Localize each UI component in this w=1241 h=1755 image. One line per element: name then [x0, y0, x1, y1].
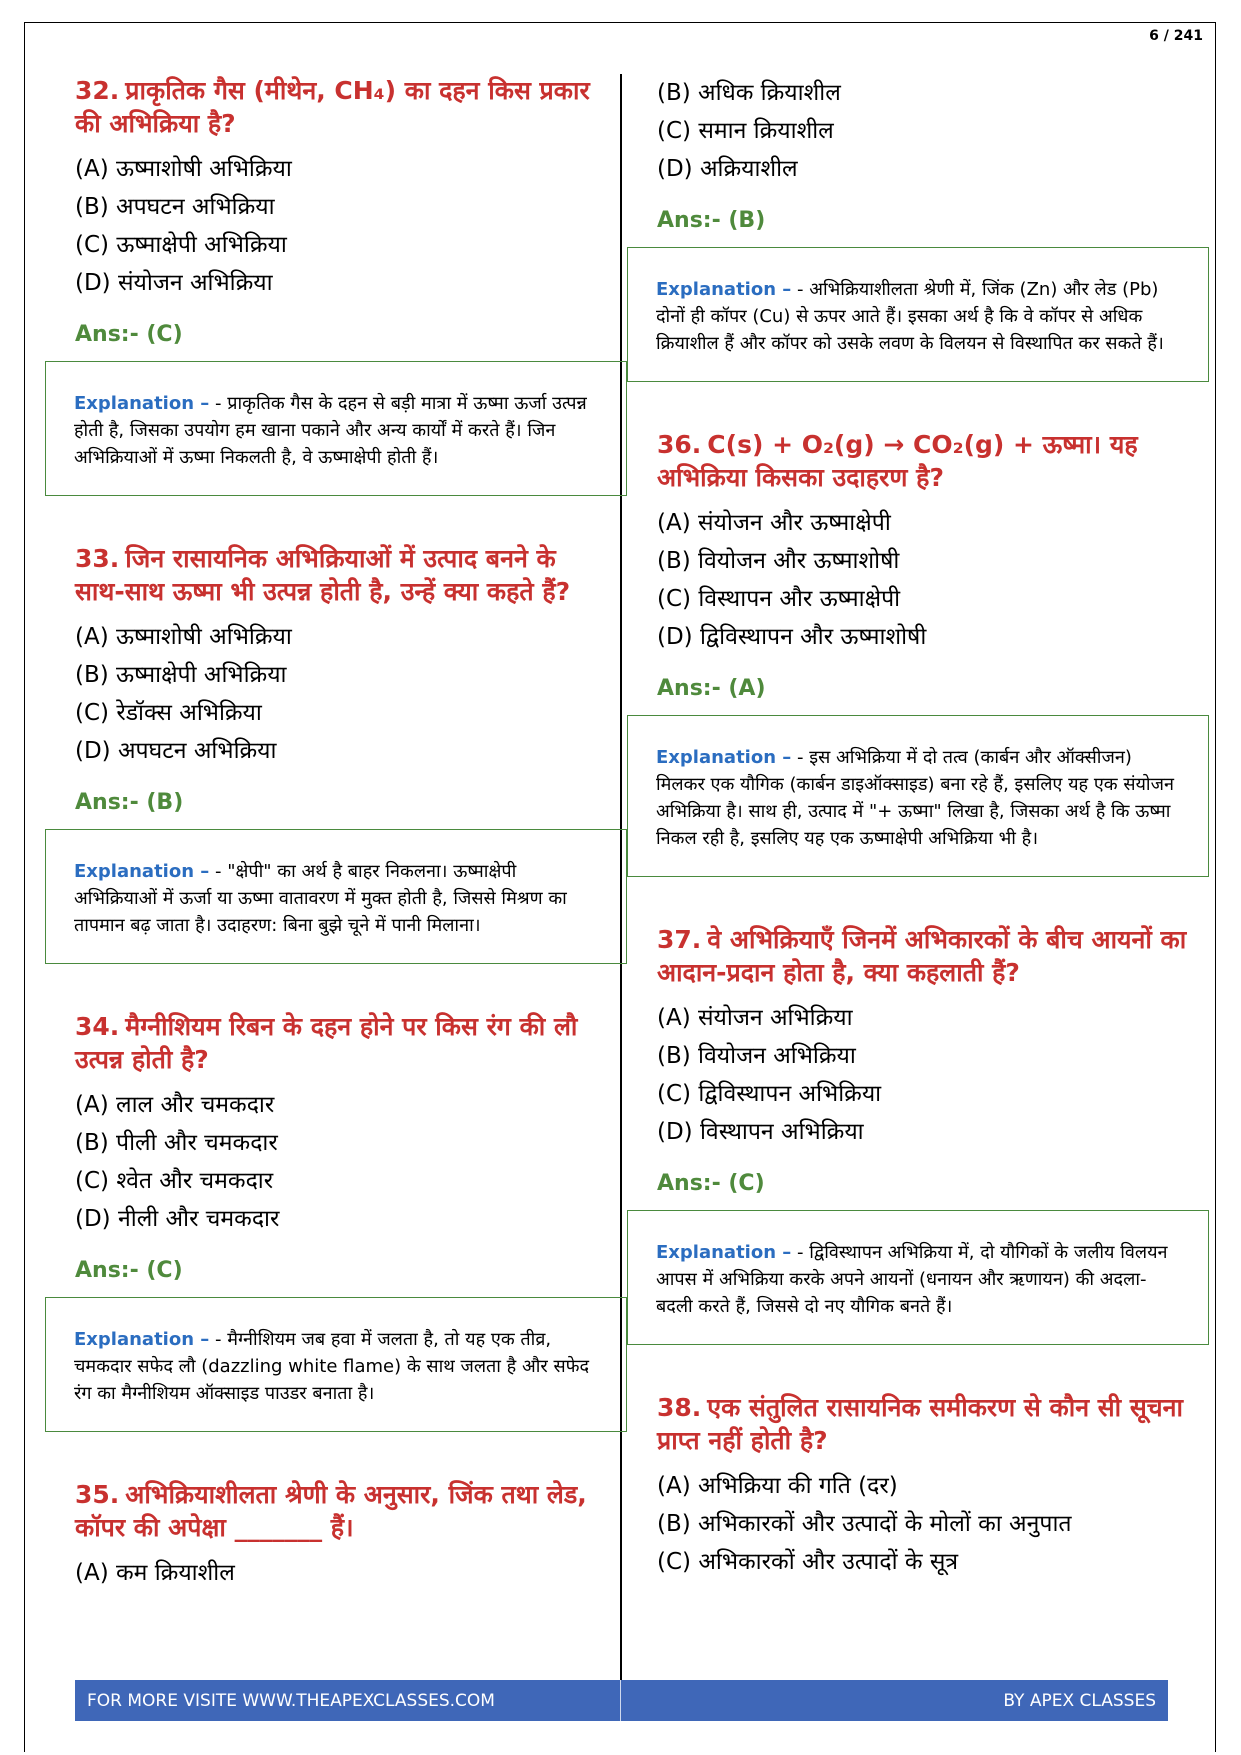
question-text: जिन रासायनिक अभिक्रियाओं में उत्पाद बनने के साथ-साथ ऊष्मा भी उत्पन्न होती है, उन्हें क्या कहते हैं?: [75, 544, 571, 606]
explanation-text: - "क्षेपी" का अर्थ है बाहर निकलना। ऊष्माक्षेपी अभिक्रियाओं में ऊर्जा या ऊष्मा वातावरण में मुक्त होती है, जिससे मिश्रण का तापमान बढ़ जाता है। उदाहरण: बिना बुझे चूने में पानी मिलाना।: [74, 861, 567, 936]
question-number: 35.: [75, 1480, 120, 1509]
option-a: (A) संयोजन अभिक्रिया: [657, 1005, 853, 1031]
answer: Ans:- (C): [657, 1171, 765, 1196]
explanation-label: Explanation –: [656, 279, 792, 300]
option-c: (C) ऊष्माक्षेपी अभिक्रिया: [75, 232, 287, 258]
question-number: 36.: [657, 430, 702, 459]
question-text: प्राकृतिक गैस (मीथेन, CH₄) का दहन किस प्रकार की अभिक्रिया है?: [75, 76, 590, 138]
explanation-text: - अभिक्रियाशीलता श्रेणी में, जिंक (Zn) और लेड (Pb) दोनों ही कॉपर (Cu) से ऊपर आते हैं। इसका अर्थ है कि वे कॉपर से अधिक क्रियाशील हैं और कॉपर को उसके लवण के विलयन से विस्थापित कर सकते हैं।: [656, 279, 1164, 354]
explanation-text: - इस अभिक्रिया में दो तत्व (कार्बन और ऑक्सीजन) मिलकर एक यौगिक (कार्बन डाइऑक्साइड) बना रहे हैं, इसलिए यह एक संयोजन अभिक्रिया है। साथ ही, उत्पाद में "+ ऊष्मा" लिखा है, जिसका अर्थ है कि ऊष्मा निकल रही है, इसलिए यह एक ऊष्माक्षेपी अभिक्रिया भी है।: [656, 747, 1174, 849]
explanation-text: - मैग्नीशियम जब हवा में जलता है, तो यह एक तीव्र, चमकदार सफेद लौ (dazzling white flame) के साथ जलता है और सफेद रंग का मैग्नीशियम ऑक्साइड पाउडर बनाता है।: [74, 1329, 590, 1404]
answer: Ans:- (B): [75, 790, 184, 815]
option-a: (A) संयोजन और ऊष्माक्षेपी: [657, 510, 891, 536]
explanation-box: [627, 247, 1209, 382]
explanation-box: [45, 361, 627, 496]
option-b: (B) वियोजन अभिक्रिया: [657, 1043, 856, 1069]
question-text: मैग्नीशियम रिबन के दहन होने पर किस रंग की लौ उत्पन्न होती है?: [75, 1012, 578, 1074]
explanation-text: - द्विविस्थापन अभिक्रिया में, दो यौगिकों के जलीय विलयन आपस में अभिक्रिया करके अपने आयनों (धनायन और ऋणायन) की अदला-बदली करते हैं, जिससे दो नए यौगिक बनते हैं।: [656, 1242, 1168, 1317]
footer-brand: BY APEX CLASSES: [1003, 1691, 1156, 1711]
option-d: (D) द्विविस्थापन और ऊष्माशोषी: [657, 624, 927, 650]
left-column: [75, 74, 613, 1592]
option-d: (D) अक्रियाशील: [657, 156, 798, 182]
explanation-label: Explanation –: [74, 861, 210, 882]
question-text: वे अभिक्रियाएँ जिनमें अभिकारकों के बीच आयनों का आदान-प्रदान होता है, क्या कहलाती हैं?: [657, 925, 1187, 987]
question-number: 38.: [657, 1393, 702, 1422]
question-35: [75, 1478, 613, 1544]
option-a: (A) अभिक्रिया की गति (दर): [657, 1473, 898, 1499]
option-c: (C) समान क्रियाशील: [657, 118, 834, 144]
option-a: (A) कम क्रियाशील: [75, 1560, 235, 1586]
question-36: [657, 428, 1195, 494]
option-b: (B) पीली और चमकदार: [75, 1130, 278, 1156]
question-number: 32.: [75, 76, 120, 105]
option-b: (B) अधिक क्रियाशील: [657, 80, 841, 106]
option-c: (C) विस्थापन और ऊष्माक्षेपी: [657, 586, 901, 612]
option-b: (B) ऊष्माक्षेपी अभिक्रिया: [75, 662, 287, 688]
option-d: (D) विस्थापन अभिक्रिया: [657, 1119, 864, 1145]
page-number: 6 / 241: [1149, 28, 1203, 44]
explanation-label: Explanation –: [74, 393, 210, 414]
answer: Ans:- (C): [75, 1258, 183, 1283]
option-a: (A) लाल और चमकदार: [75, 1092, 275, 1118]
answer: Ans:- (A): [657, 676, 766, 701]
option-d: (D) संयोजन अभिक्रिया: [75, 270, 273, 296]
option-a: (A) ऊष्माशोषी अभिक्रिया: [75, 624, 292, 650]
explanation-box: [627, 1210, 1209, 1345]
question-37: [657, 923, 1195, 989]
explanation-box: [45, 829, 627, 964]
option-b: (B) वियोजन और ऊष्माशोषी: [657, 548, 900, 574]
question-38: [657, 1391, 1195, 1457]
option-c: (C) रेडॉक्स अभिक्रिया: [75, 700, 262, 726]
option-b: (B) अपघटन अभिक्रिया: [75, 194, 275, 220]
answer: Ans:- (B): [657, 208, 766, 233]
question-text: एक संतुलित रासायनिक समीकरण से कौन सी सूचना प्राप्त नहीं होती है?: [657, 1393, 1183, 1455]
question-text: C(s) + O₂(g) → CO₂(g) + ऊष्मा। यह अभिक्रिया किसका उदाहरण है?: [657, 430, 1138, 492]
footer-divider: [620, 1680, 621, 1721]
explanation-label: Explanation –: [74, 1329, 210, 1350]
explanation-label: Explanation –: [656, 747, 792, 768]
question-number: 37.: [657, 925, 702, 954]
footer-website-link[interactable]: FOR MORE VISITE WWW.THEAPEXCLASSES.COM: [87, 1691, 495, 1711]
question-33: [75, 542, 613, 608]
option-c: (C) श्वेत और चमकदार: [75, 1168, 274, 1194]
question-32: [75, 74, 613, 140]
explanation-box: [45, 1297, 627, 1432]
option-d: (D) नीली और चमकदार: [75, 1206, 280, 1232]
option-a: (A) ऊष्माशोषी अभिक्रिया: [75, 156, 292, 182]
right-column: [657, 74, 1195, 1581]
question-34: [75, 1010, 613, 1076]
answer: Ans:- (C): [75, 322, 183, 347]
question-number: 33.: [75, 544, 120, 573]
option-d: (D) अपघटन अभिक्रिया: [75, 738, 277, 764]
footer-bar: [75, 1680, 1168, 1721]
question-number: 34.: [75, 1012, 120, 1041]
question-text: अभिक्रियाशीलता श्रेणी के अनुसार, जिंक तथा लेड, कॉपर की अपेक्षा _______ हैं।: [75, 1480, 587, 1542]
option-c: (C) अभिकारकों और उत्पादों के सूत्र: [657, 1549, 959, 1575]
option-b: (B) अभिकारकों और उत्पादों के मोलों का अनुपात: [657, 1511, 1072, 1537]
option-c: (C) द्विविस्थापन अभिक्रिया: [657, 1081, 882, 1107]
explanation-text: - प्राकृतिक गैस के दहन से बड़ी मात्रा में ऊष्मा ऊर्जा उत्पन्न होती है, जिसका उपयोग हम खाना पकाने और अन्य कार्यों में करते हैं। जिन अभिक्रियाओं में ऊष्मा निकलती है, वे ऊष्माक्षेपी होती हैं।: [74, 393, 587, 468]
explanation-box: [627, 715, 1209, 877]
explanation-label: Explanation –: [656, 1242, 792, 1263]
